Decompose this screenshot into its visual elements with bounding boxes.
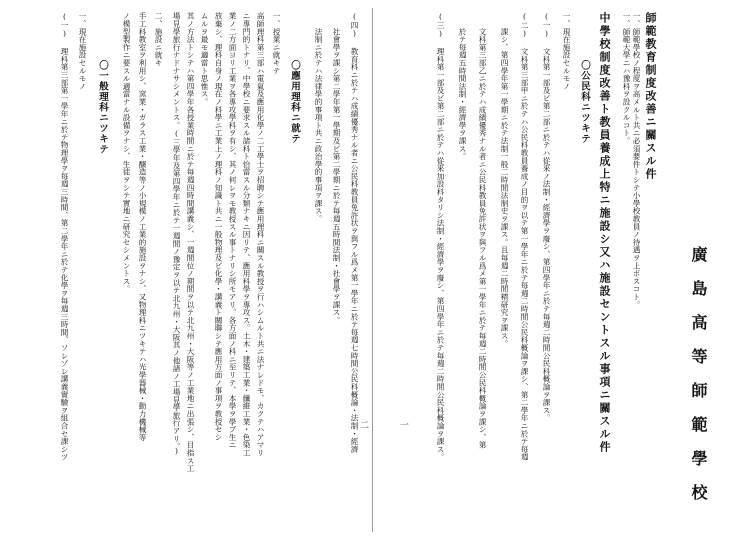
left-line2-2: (一) 理科第三部第一學年ニ於テ物理學ヲ每週三時間、第二學年ニ於テ化學ヲ每週三時間、ソレゾレ講義實驗ヲ組合セ課シツ — [60, 12, 69, 461]
left-section-3: ニ專門的トナリ、中學校ニ要求スル諸科ト恰當スル分類ナキニ因リテ、應用科學ヲ專攻ス。土木・建築工業・纖維工業・色染工 — [242, 12, 251, 457]
left-section-8: 場見學旅行ナドナサシメントス。(三學年及第四學年ニ於テ一週間ノ豫定ヲ以テ北九州・大阪其ノ他諸ノ工場見學旅行アリ。) — [172, 12, 181, 456]
right-title-2: 中學校制度改善ト教員養成上特ニ施設シ又ハ施設セントスル事項ニ關スル件 — [598, 12, 611, 454]
left-section-11: ノ模型製作ニ要スル適當ナル設備ヲナシ、生徒ヲシテ實地ニ研究セシメントス。 — [122, 12, 131, 293]
school-name: 廣島高等師範學校 — [689, 246, 708, 518]
right-line-6: 於テ每週五時間法制・經濟學ヲ課ス。 — [458, 12, 467, 161]
left-heading-general: 〇一般理科ニツキテ — [97, 60, 108, 155]
right-line-1: 一、現在施設セルモノ — [562, 12, 571, 90]
left-line-1: (四) 教育科ニ於テハ成績優秀ナル者ニ公民科教員免許状ヲ與フル爲メ第一學年ニ於テ每週七時間公民科概論・法制・經濟 — [350, 12, 359, 453]
left-section-1: 一、授業ニ就キテ — [272, 12, 281, 75]
left-section-6: ムルヲ最モ適當ト思惟ス。 — [200, 12, 209, 106]
right-line-3: (二) 文科第三部甲ニ於テハ公民科教員養成ノ目的ヲ以テ第一學年ニ於テ每週二時間公民科概論ヲ課シ、第二學年ニ於テ每週 — [520, 12, 529, 461]
right-line-2: (一) 文科第一部及ビ第二部ニ於テハ從來ノ法制・經濟學ヲ廢シ、第四學年ニ於テ每週二時間公民科概論ヲ課ス。 — [542, 12, 551, 422]
left-line2-1: 一、現在施設セルモノ — [78, 12, 87, 90]
left-section-5: 放棄シ、理科自身ノ現在ノ科學ニ工業上ノ理科ノ知識ト共ニ一般物理及ビ化學・講義ト關聯シテ應用方面ノ事項ヲ教授セシ — [214, 12, 223, 441]
right-line-4: 課シ、第四學年第一學期ニ於テ法制一般二時間法制史ヲ課ス。且每週二時間精研究ヲ課ス。 — [500, 12, 509, 348]
left-section-4: 業ノ二方面ヨリ工業ヲ各專攻學科ヲ有シ、其ノ何レヲモ教授スル事トナリシ所モアリ。各方面ノ科ニ至リテ、本學ヲ學ブ生ニ — [228, 12, 237, 449]
right-page-number: 一 — [400, 421, 410, 431]
right-heading-civics: 〇公民科ニツキテ — [579, 60, 590, 144]
right-item-1: 一、師範學校ノ程度ヲ高メルト共ニ必須要件トシテ小學校教員ノ待遇ヲ上ボスコト。 — [632, 12, 641, 309]
right-line-7: (三) 理科第一部及ビ第二部ニ於テハ從來加設科タリシ法制・經濟學ヲ廢シ、第四學年ニ於テ每週二時間公民科概論ヲ課ス。 — [436, 12, 445, 461]
left-page-number: 二 — [360, 421, 370, 431]
right-title: 師範教育制度改善ニ關スル件 — [644, 12, 657, 181]
left-line-3: 法制ニ於テハ法律學的事項ト共ニ政治學的事項ヲ課ス。 — [314, 12, 323, 223]
left-section-2: 高師理科第三部ハ電氣及應用化學ノ二工學士ヲ招聘シテ應用理科ニ關スル教授ヲ行ハシムルト共ニ法ナレドモ、カクテハアマリ — [256, 12, 265, 457]
left-heading-applied: 〇應用理科ニ就テ — [289, 60, 300, 144]
left-line-2: 社會學ヲ課シ第二學年第一學期及ビ第二學期ニ於テ每週五時間法制・社會學ヲ課ス。 — [332, 12, 341, 324]
left-section-7: 其ノ方法トシテハ第四學年各授業時間ニ於テ每週四時間講義シ、一週間位ノ期間ヲ以テ北九州・大阪等ノ工業地ニ出張シ、目指ス工 — [186, 12, 195, 473]
right-item-2: 一、師範大學ニハ豫科ヲ設クルコト。 — [622, 12, 631, 145]
right-line-5: 文科第三部乙ニ於テハ成績優秀ナル者ニ公民科教員免許状ヲ與フル爲メ第一學年ニ於テ每週二時間公民科概論ヲ課シ、第 — [478, 12, 487, 449]
left-section-10: 手工科教室ヲ利用シ、窯業・ガラス工業・醸造等ノ小規模ノ工業的施設ヲナシ、又物理科ニツキテハ光學器械・動力機械等 — [138, 12, 147, 441]
page-divider — [372, 8, 373, 532]
left-section-9: 二、施設ニ就キ — [154, 12, 163, 67]
